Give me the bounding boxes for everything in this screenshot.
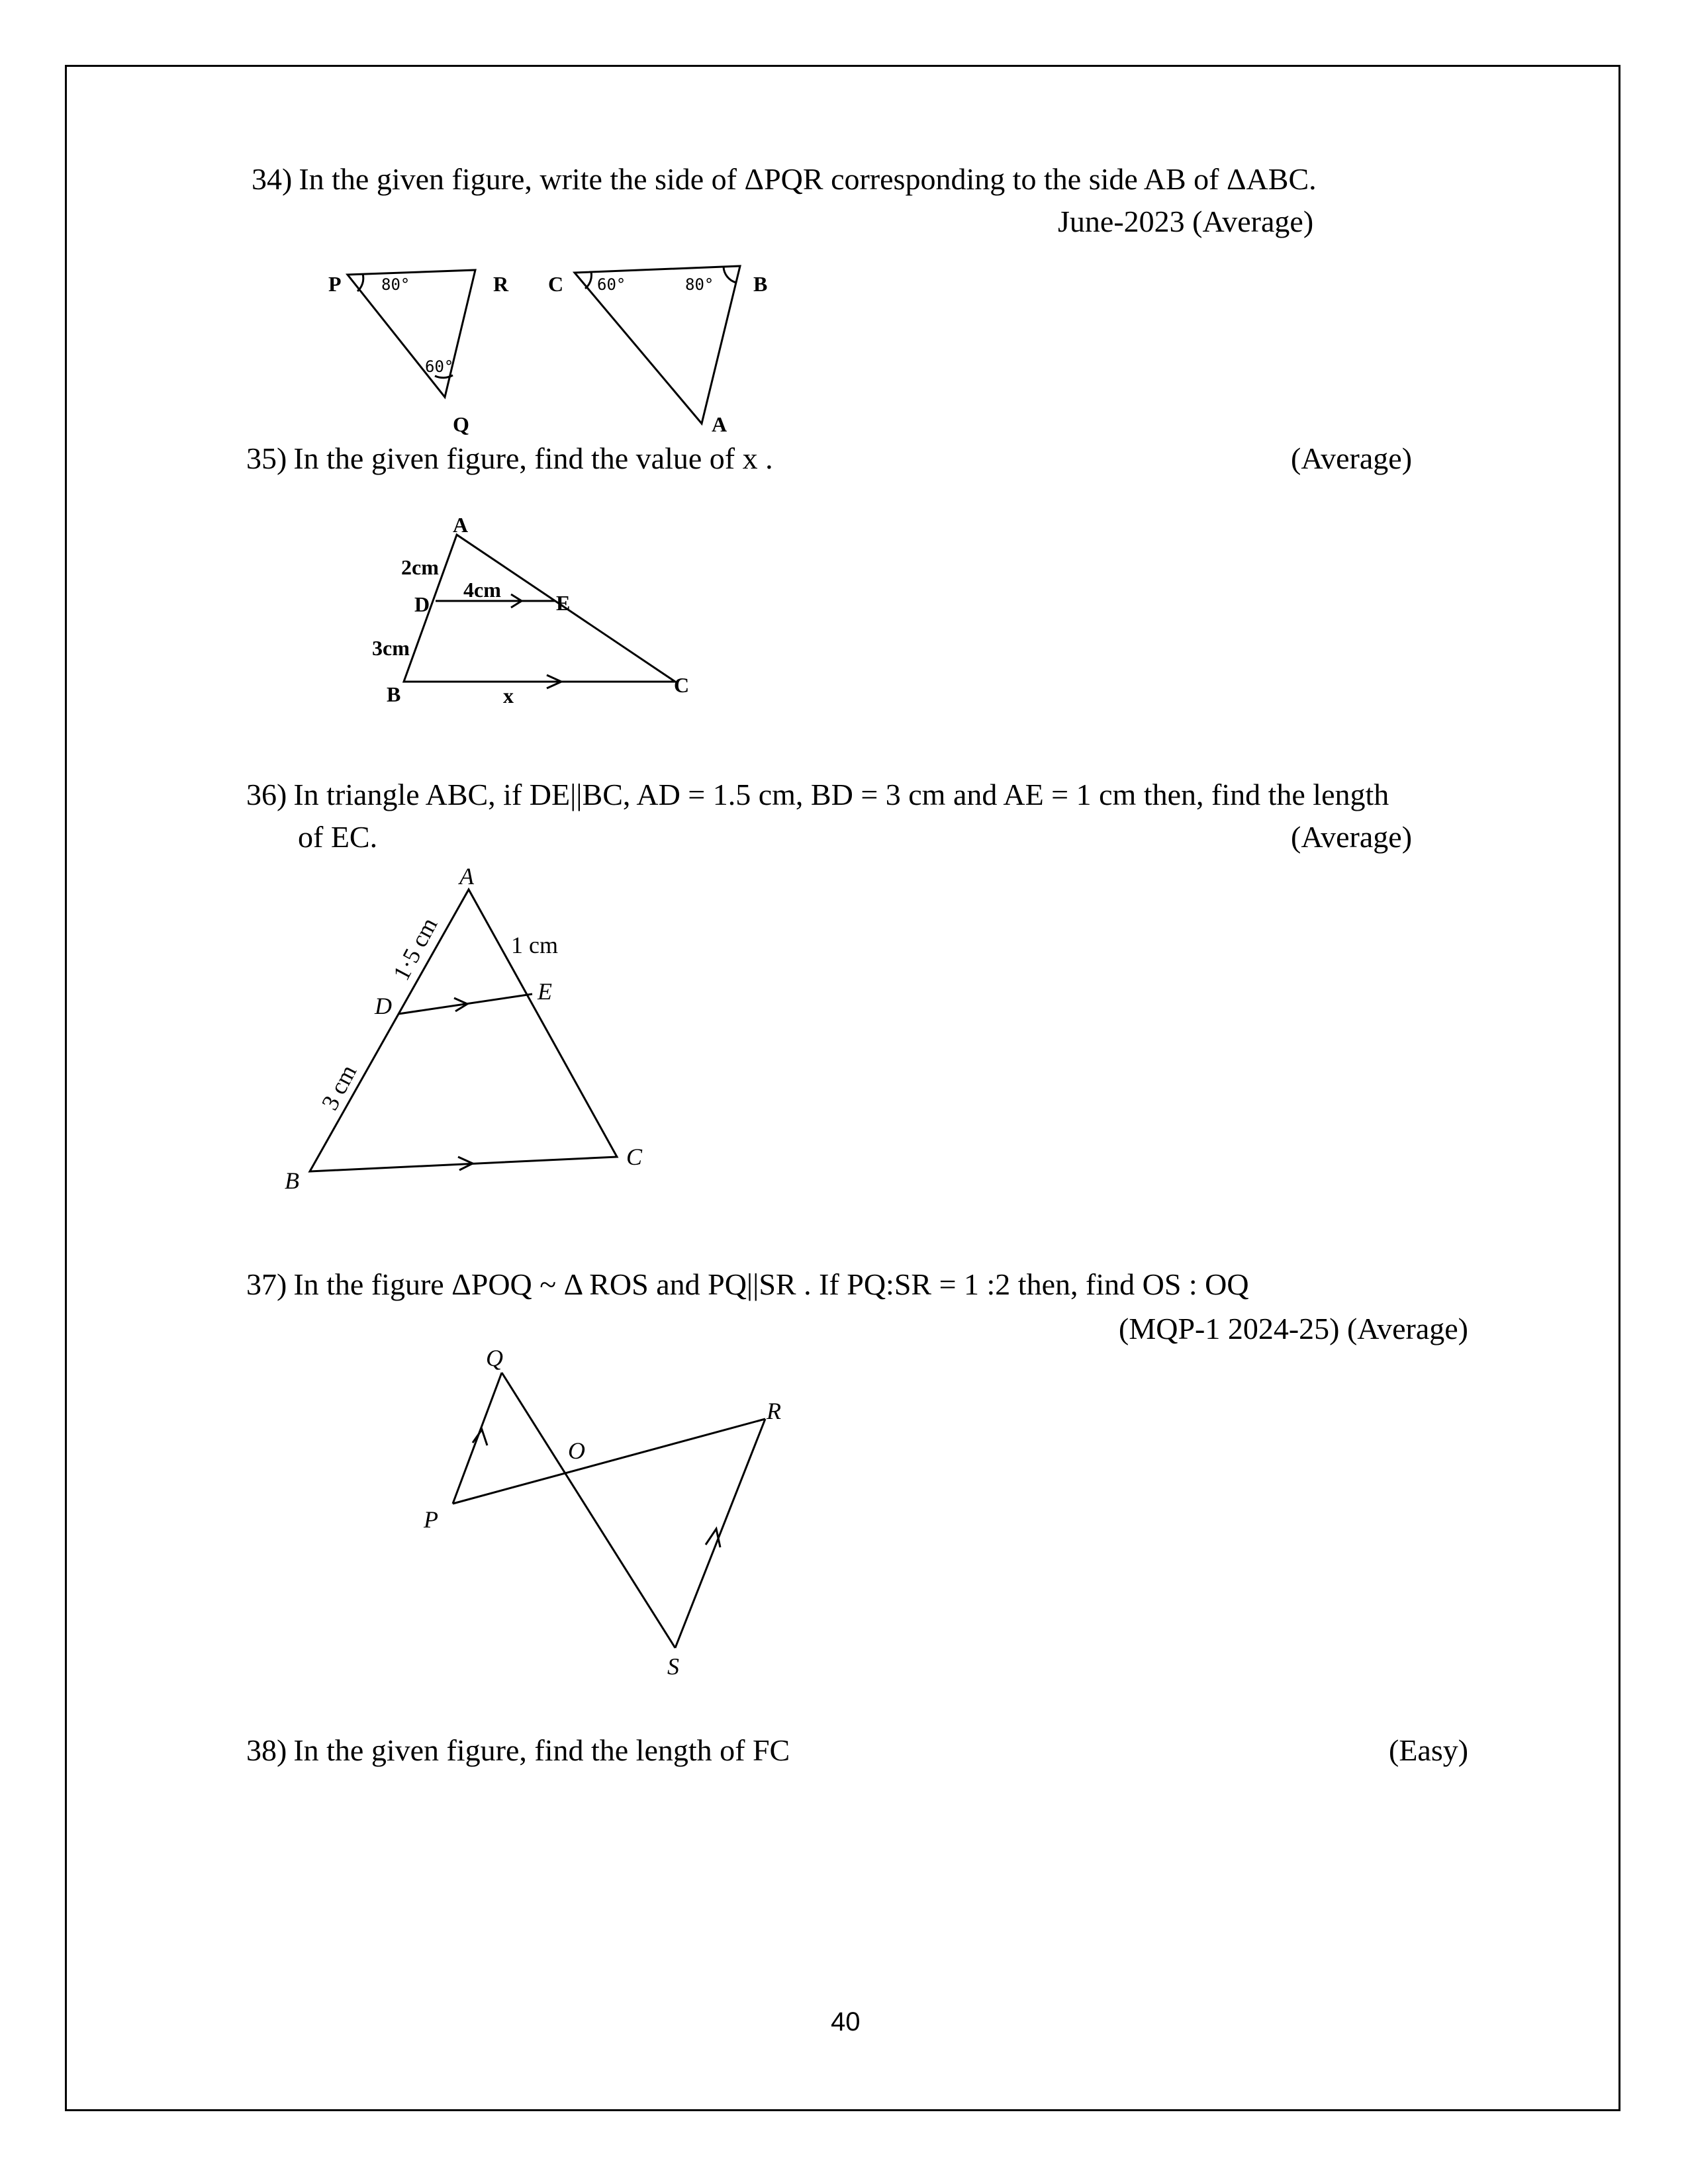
question-35-tag: (Average) [1291,441,1413,475]
page-number: 40 [831,2007,861,2036]
label-a: A [453,513,469,537]
triangle-abc [404,535,675,682]
question-number: 37) [246,1267,287,1301]
label-r: R [767,1398,781,1424]
label-db: 3cm [372,636,410,660]
triangle-pqr [348,270,475,397]
question-text: In the figure ΔPOQ ~ Δ ROS and PQ||SR . If PQ:SR = 1 :2 then, find OS : OQ [293,1267,1249,1301]
label-e: E [556,591,571,615]
label-a: A [712,412,727,436]
label-ad: 1·5 cm [387,913,443,985]
label-ae: 1 cm [511,932,558,958]
question-number: 38) [246,1733,287,1767]
question-37-tag: (MQP-1 2024-25) (Average) [1119,1312,1468,1345]
question-36-continuation: of EC. [298,820,378,854]
question-38-tag: (Easy) [1389,1733,1469,1767]
question-text: In the given figure, find the value of x . [293,441,773,475]
label-de: 4cm [463,578,501,602]
label-b: B [753,272,768,296]
label-c: C [674,673,690,697]
figure-q37 [423,1345,781,1680]
label-p: P [328,272,342,296]
label-d: D [414,592,430,616]
question-text: In the given figure, write the side of ΔPQR corresponding to the side AB of ΔABC. [299,162,1317,196]
angle-b-label: 80° [685,275,714,294]
figure-q35 [372,513,689,707]
segment-qs [502,1373,675,1648]
label-c: C [626,1144,643,1170]
label-q: Q [453,412,469,436]
question-number: 34) [252,162,293,196]
question-number: 36) [246,778,287,811]
segment-pr [453,1419,765,1504]
question-text: In triangle ABC, if DE||BC, AD = 1.5 cm, BD = 3 cm and AE = 1 cm then, find the length [293,778,1389,811]
figure-q34 [328,266,767,436]
label-bc: x [503,684,514,707]
segment-pq [453,1373,502,1504]
angle-b-arc [724,267,736,283]
label-p: P [424,1506,438,1533]
angle-p-label: 80° [381,275,410,294]
parallel-arrow-sr [706,1529,720,1547]
label-d: D [375,993,392,1019]
question-number: 35) [246,441,287,475]
label-b: B [285,1167,299,1194]
figure-q36 [285,863,643,1194]
angle-q-label: 60° [425,357,454,376]
triangle-abc [310,889,617,1171]
label-o: O [568,1437,585,1464]
question-34-tag: June-2023 (Average) [1058,205,1314,238]
label-q: Q [486,1345,503,1371]
label-a: A [459,863,474,889]
question-text: In the given figure, find the length of FC [293,1733,790,1767]
segment-sr [675,1419,765,1648]
label-r: R [493,272,509,296]
label-b: B [387,682,401,706]
label-s: S [667,1653,679,1680]
angle-c-label: 60° [597,275,626,294]
label-e: E [538,978,552,1005]
label-bd: 3 cm [316,1060,362,1115]
question-36-tag: (Average) [1291,820,1413,854]
label-ad: 2cm [401,555,439,579]
label-c: C [548,272,564,296]
